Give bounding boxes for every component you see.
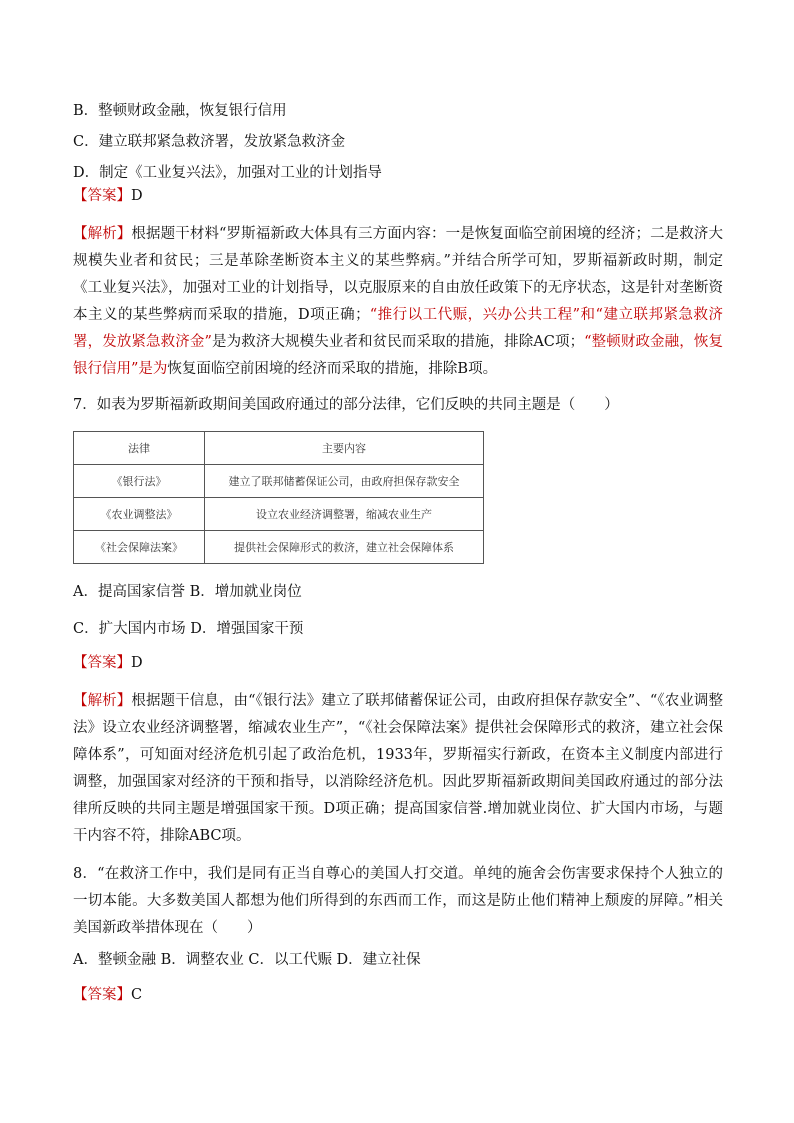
analysis-text: 恢复面临空前困境的经济而采取的措施，排除B项。: [167, 361, 498, 377]
table-header-row: [74, 432, 484, 465]
table-cell: 《银行法》: [74, 465, 205, 498]
analysis-6: [73, 221, 723, 383]
option-d-prev: D．制定《工业复兴法》，加强对工业的计划指导: [73, 165, 382, 181]
analysis-text: 根据题干材料“罗斯福新政大体具有三方面内容：一是恢复面临空前困境的经济；二是救济大规模失业者和贫民；三是革除垄断资本主义的某些弊病。”并结合所学可知，罗斯福新政时期，制定《工业复兴法》，加强对工业的计划指导，以克服原来的自由放任政策下的无序状态，这是针对垄断资本主义的某些弊病而采取的措施，D项正确；: [73, 226, 723, 323]
table-cell: 设立农业经济调整署，缩减农业生产: [205, 498, 484, 531]
question-7-options-cd: C．扩大国内市场 D．增强国家干预: [73, 621, 304, 637]
answer-6: [73, 186, 143, 206]
table-row: [74, 498, 484, 531]
answer-tag: 【答案】: [73, 655, 131, 671]
table-header: 法律: [74, 432, 205, 465]
analysis-text: 是为救济大规模失业者和贫民而采取的措施，排除AC项；: [211, 334, 585, 350]
analysis-highlight: “整顿财政金融，恢复银行信用”是为: [73, 334, 723, 377]
table-cell: 《农业调整法》: [74, 498, 205, 531]
question-7-options-ab: A．提高国家信誉 B．增加就业岗位: [73, 584, 302, 600]
question-8-options: A．整顿金融 B．调整农业 C．以工代赈 D．建立社保: [73, 952, 421, 968]
option-c-prev: C．建立联邦紧急救济署，发放紧急救济金: [73, 134, 346, 150]
option-b-prev: B．整顿财政金融，恢复银行信用: [73, 103, 287, 119]
answer-7: [73, 653, 143, 673]
answer-value: C: [131, 987, 143, 1003]
answer-value: D: [131, 188, 143, 204]
answer-8: [73, 985, 142, 1005]
answer-value: D: [131, 655, 143, 671]
table-cell: 提供社会保障形式的救济，建立社会保障体系: [205, 531, 484, 564]
analysis-tag: 【解析】: [73, 693, 132, 709]
analysis-text: 根据题干信息，由“《银行法》建立了联邦储蓄保证公司，由政府担保存款安全”、“《农业调整法》设立农业经济调整署，缩减农业生产”，“《社会保障法案》提供社会保障形式的救济，建立社会保障体系”，可知面对经济危机引起了政治危机，1933年，罗斯福实行新政，在资本主义制度内部进行调整，加强国家对经济的干预和指导，以消除经济危机。因此罗斯福新政期间美国政府通过的部分法律所反映的共同主题是增强国家干预。D项正确；提高国家信誉.增加就业岗位、扩大国内市场，与题干内容不符，排除ABC项。: [73, 693, 723, 844]
table-cell: 建立了联邦储蓄保证公司，由政府担保存款安全: [205, 465, 484, 498]
analysis-7: [73, 688, 723, 850]
table-cell: 《社会保障法案》: [74, 531, 205, 564]
table-row: [74, 531, 484, 564]
table-row: [74, 465, 484, 498]
answer-tag: 【答案】: [73, 987, 131, 1003]
table-header: 主要内容: [205, 432, 484, 465]
analysis-tag: 【解析】: [73, 226, 132, 242]
answer-tag: 【答案】: [73, 188, 131, 204]
law-table: [73, 431, 484, 564]
analysis-highlight: “推行以工代赈，兴办公共工程”和“建立联邦紧急救济署，发放紧急救济金”: [73, 307, 723, 350]
question-8-stem: 8．“在救济工作中，我们是同有正当自尊心的美国人打交道。单纯的施舍会伤害要求保持个人独立的一切本能。大多数美国人都想为他们所得到的东西而工作，而这是防止他们精神上颓废的屏障。”相关美国新政举措体现在（ ）: [73, 866, 723, 936]
question-7-stem: 7．如表为罗斯福新政期间美国政府通过的部分法律，它们反映的共同主题是（ ）: [73, 397, 619, 413]
